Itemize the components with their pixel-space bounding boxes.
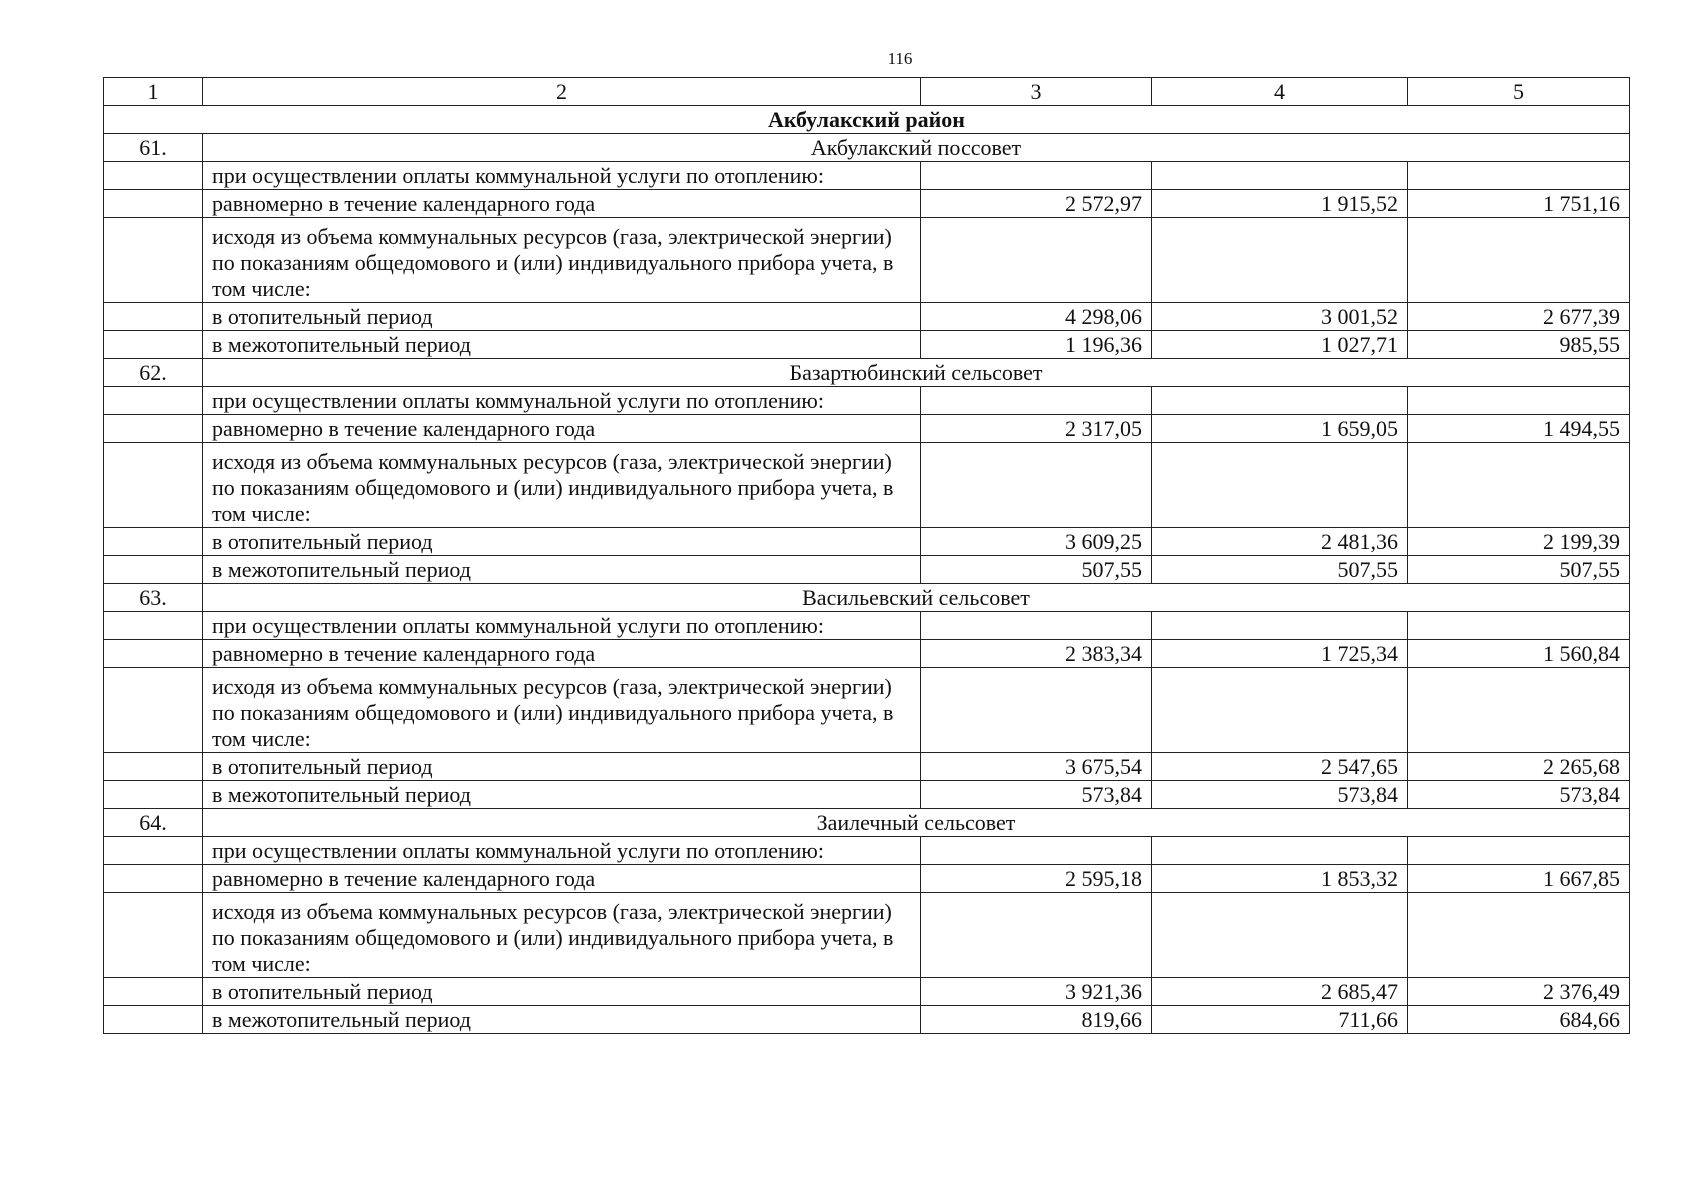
value-cell-v4 [1152,387,1408,415]
value-cell-v3 [921,893,1152,978]
table-row [104,331,1630,359]
value-cell-v3: 3 921,36 [921,978,1152,1006]
value-cell-v3 [921,612,1152,640]
table-row [104,387,1630,415]
row-description: в межотопительный период [203,1006,921,1034]
value-cell-v5: 1 494,55 [1408,415,1630,443]
value-cell-v4 [1152,162,1408,190]
row-description: при осуществлении оплаты коммунальной услуги по отоплению: [203,387,921,415]
value-cell-v3: 819,66 [921,1006,1152,1034]
table-row [104,443,1630,528]
value-cell-v4: 573,84 [1152,781,1408,809]
value-cell-v3: 2 317,05 [921,415,1152,443]
row-number-cell [104,781,203,809]
section-number: 64. [104,809,203,837]
table-row [104,556,1630,584]
column-header-row [104,78,1630,106]
value-cell-v5 [1408,893,1630,978]
table-row [104,1006,1630,1034]
row-number-cell [104,443,203,528]
value-cell-v3: 2 595,18 [921,865,1152,893]
value-cell-v5: 2 199,39 [1408,528,1630,556]
row-description: исходя из объема коммунальных ресурсов (газа, электрической энергии) по показаниям общедомового и (или) индивидуального прибора учета, в том числе: [203,668,921,753]
value-cell-v3: 1 196,36 [921,331,1152,359]
value-cell-v3 [921,837,1152,865]
row-number-cell [104,303,203,331]
value-cell-v3: 3 609,25 [921,528,1152,556]
row-description: в межотопительный период [203,556,921,584]
value-cell-v4: 2 685,47 [1152,978,1408,1006]
value-cell-v5: 1 560,84 [1408,640,1630,668]
value-cell-v4 [1152,837,1408,865]
table-row [104,640,1630,668]
section-header-row [104,134,1630,162]
value-cell-v4: 507,55 [1152,556,1408,584]
table-row [104,865,1630,893]
value-cell-v4: 2 547,65 [1152,753,1408,781]
row-number-cell [104,387,203,415]
value-cell-v4 [1152,218,1408,303]
row-number-cell [104,640,203,668]
tariff-table [103,77,1630,1034]
row-number-cell [104,753,203,781]
row-description: исходя из объема коммунальных ресурсов (газа, электрической энергии) по показаниям общедомового и (или) индивидуального прибора учета, в том числе: [203,443,921,528]
value-cell-v5: 1 751,16 [1408,190,1630,218]
row-description: в отопительный период [203,978,921,1006]
row-number-cell [104,415,203,443]
value-cell-v4: 1 853,32 [1152,865,1408,893]
row-number-cell [104,190,203,218]
row-number-cell [104,162,203,190]
value-cell-v5: 2 677,39 [1408,303,1630,331]
row-description: при осуществлении оплаты коммунальной услуги по отоплению: [203,162,921,190]
value-cell-v4: 2 481,36 [1152,528,1408,556]
value-cell-v3 [921,387,1152,415]
value-cell-v5 [1408,387,1630,415]
row-number-cell [104,528,203,556]
value-cell-v5: 2 265,68 [1408,753,1630,781]
row-number-cell [104,837,203,865]
row-description: в межотопительный период [203,331,921,359]
table-row [104,218,1630,303]
table-row [104,893,1630,978]
value-cell-v5 [1408,612,1630,640]
value-cell-v4: 711,66 [1152,1006,1408,1034]
value-cell-v5 [1408,443,1630,528]
district-row [104,106,1630,134]
table-row [104,190,1630,218]
row-number-cell [104,1006,203,1034]
value-cell-v5 [1408,668,1630,753]
value-cell-v3 [921,443,1152,528]
page-number: 116 [887,49,913,68]
column-header: 3 [921,78,1152,106]
value-cell-v4 [1152,893,1408,978]
value-cell-v5 [1408,218,1630,303]
row-number-cell [104,865,203,893]
table-body [104,78,1630,1034]
value-cell-v3: 2 572,97 [921,190,1152,218]
section-header-row [104,809,1630,837]
column-header: 5 [1408,78,1630,106]
value-cell-v3: 2 383,34 [921,640,1152,668]
district-title: Акбулакский район [104,106,1630,134]
row-description: в отопительный период [203,753,921,781]
value-cell-v5: 573,84 [1408,781,1630,809]
row-description: равномерно в течение календарного года [203,190,921,218]
value-cell-v5: 1 667,85 [1408,865,1630,893]
table-row [104,668,1630,753]
row-number-cell [104,893,203,978]
row-number-cell [104,612,203,640]
value-cell-v3 [921,668,1152,753]
table-row [104,612,1630,640]
value-cell-v4: 1 725,34 [1152,640,1408,668]
row-description: при осуществлении оплаты коммунальной услуги по отоплению: [203,837,921,865]
row-description: в межотопительный период [203,781,921,809]
value-cell-v4: 1 915,52 [1152,190,1408,218]
table-row [104,528,1630,556]
value-cell-v3 [921,218,1152,303]
row-description: исходя из объема коммунальных ресурсов (газа, электрической энергии) по показаниям общедомового и (или) индивидуального прибора учета, в том числе: [203,218,921,303]
value-cell-v3: 573,84 [921,781,1152,809]
value-cell-v5: 985,55 [1408,331,1630,359]
value-cell-v5 [1408,837,1630,865]
table-row [104,303,1630,331]
table-row [104,162,1630,190]
row-description: при осуществлении оплаты коммунальной услуги по отоплению: [203,612,921,640]
row-description: в отопительный период [203,303,921,331]
value-cell-v4 [1152,668,1408,753]
row-description: в отопительный период [203,528,921,556]
row-number-cell [104,556,203,584]
value-cell-v3: 507,55 [921,556,1152,584]
column-header: 4 [1152,78,1408,106]
row-description: равномерно в течение календарного года [203,415,921,443]
settlement-name: Базартюбинский сельсовет [203,359,1630,387]
section-header-row [104,584,1630,612]
value-cell-v4 [1152,443,1408,528]
table-row [104,781,1630,809]
settlement-name: Васильевский сельсовет [203,584,1630,612]
value-cell-v4: 1 659,05 [1152,415,1408,443]
table-row [104,415,1630,443]
row-number-cell [104,218,203,303]
value-cell-v3: 4 298,06 [921,303,1152,331]
section-number: 62. [104,359,203,387]
section-header-row [104,359,1630,387]
value-cell-v4: 3 001,52 [1152,303,1408,331]
settlement-name: Акбулакский поссовет [203,134,1630,162]
value-cell-v5: 684,66 [1408,1006,1630,1034]
column-header: 2 [203,78,921,106]
row-number-cell [104,978,203,1006]
section-number: 61. [104,134,203,162]
section-number: 63. [104,584,203,612]
value-cell-v3 [921,162,1152,190]
table-row [104,753,1630,781]
value-cell-v5 [1408,162,1630,190]
settlement-name: Заилечный сельсовет [203,809,1630,837]
row-description: исходя из объема коммунальных ресурсов (газа, электрической энергии) по показаниям общедомового и (или) индивидуального прибора учета, в том числе: [203,893,921,978]
row-number-cell [104,668,203,753]
value-cell-v3: 3 675,54 [921,753,1152,781]
value-cell-v5: 2 376,49 [1408,978,1630,1006]
table-row [104,978,1630,1006]
row-number-cell [104,331,203,359]
row-description: равномерно в течение календарного года [203,640,921,668]
value-cell-v4: 1 027,71 [1152,331,1408,359]
column-header: 1 [104,78,203,106]
value-cell-v4 [1152,612,1408,640]
row-description: равномерно в течение календарного года [203,865,921,893]
value-cell-v5: 507,55 [1408,556,1630,584]
table-row [104,837,1630,865]
